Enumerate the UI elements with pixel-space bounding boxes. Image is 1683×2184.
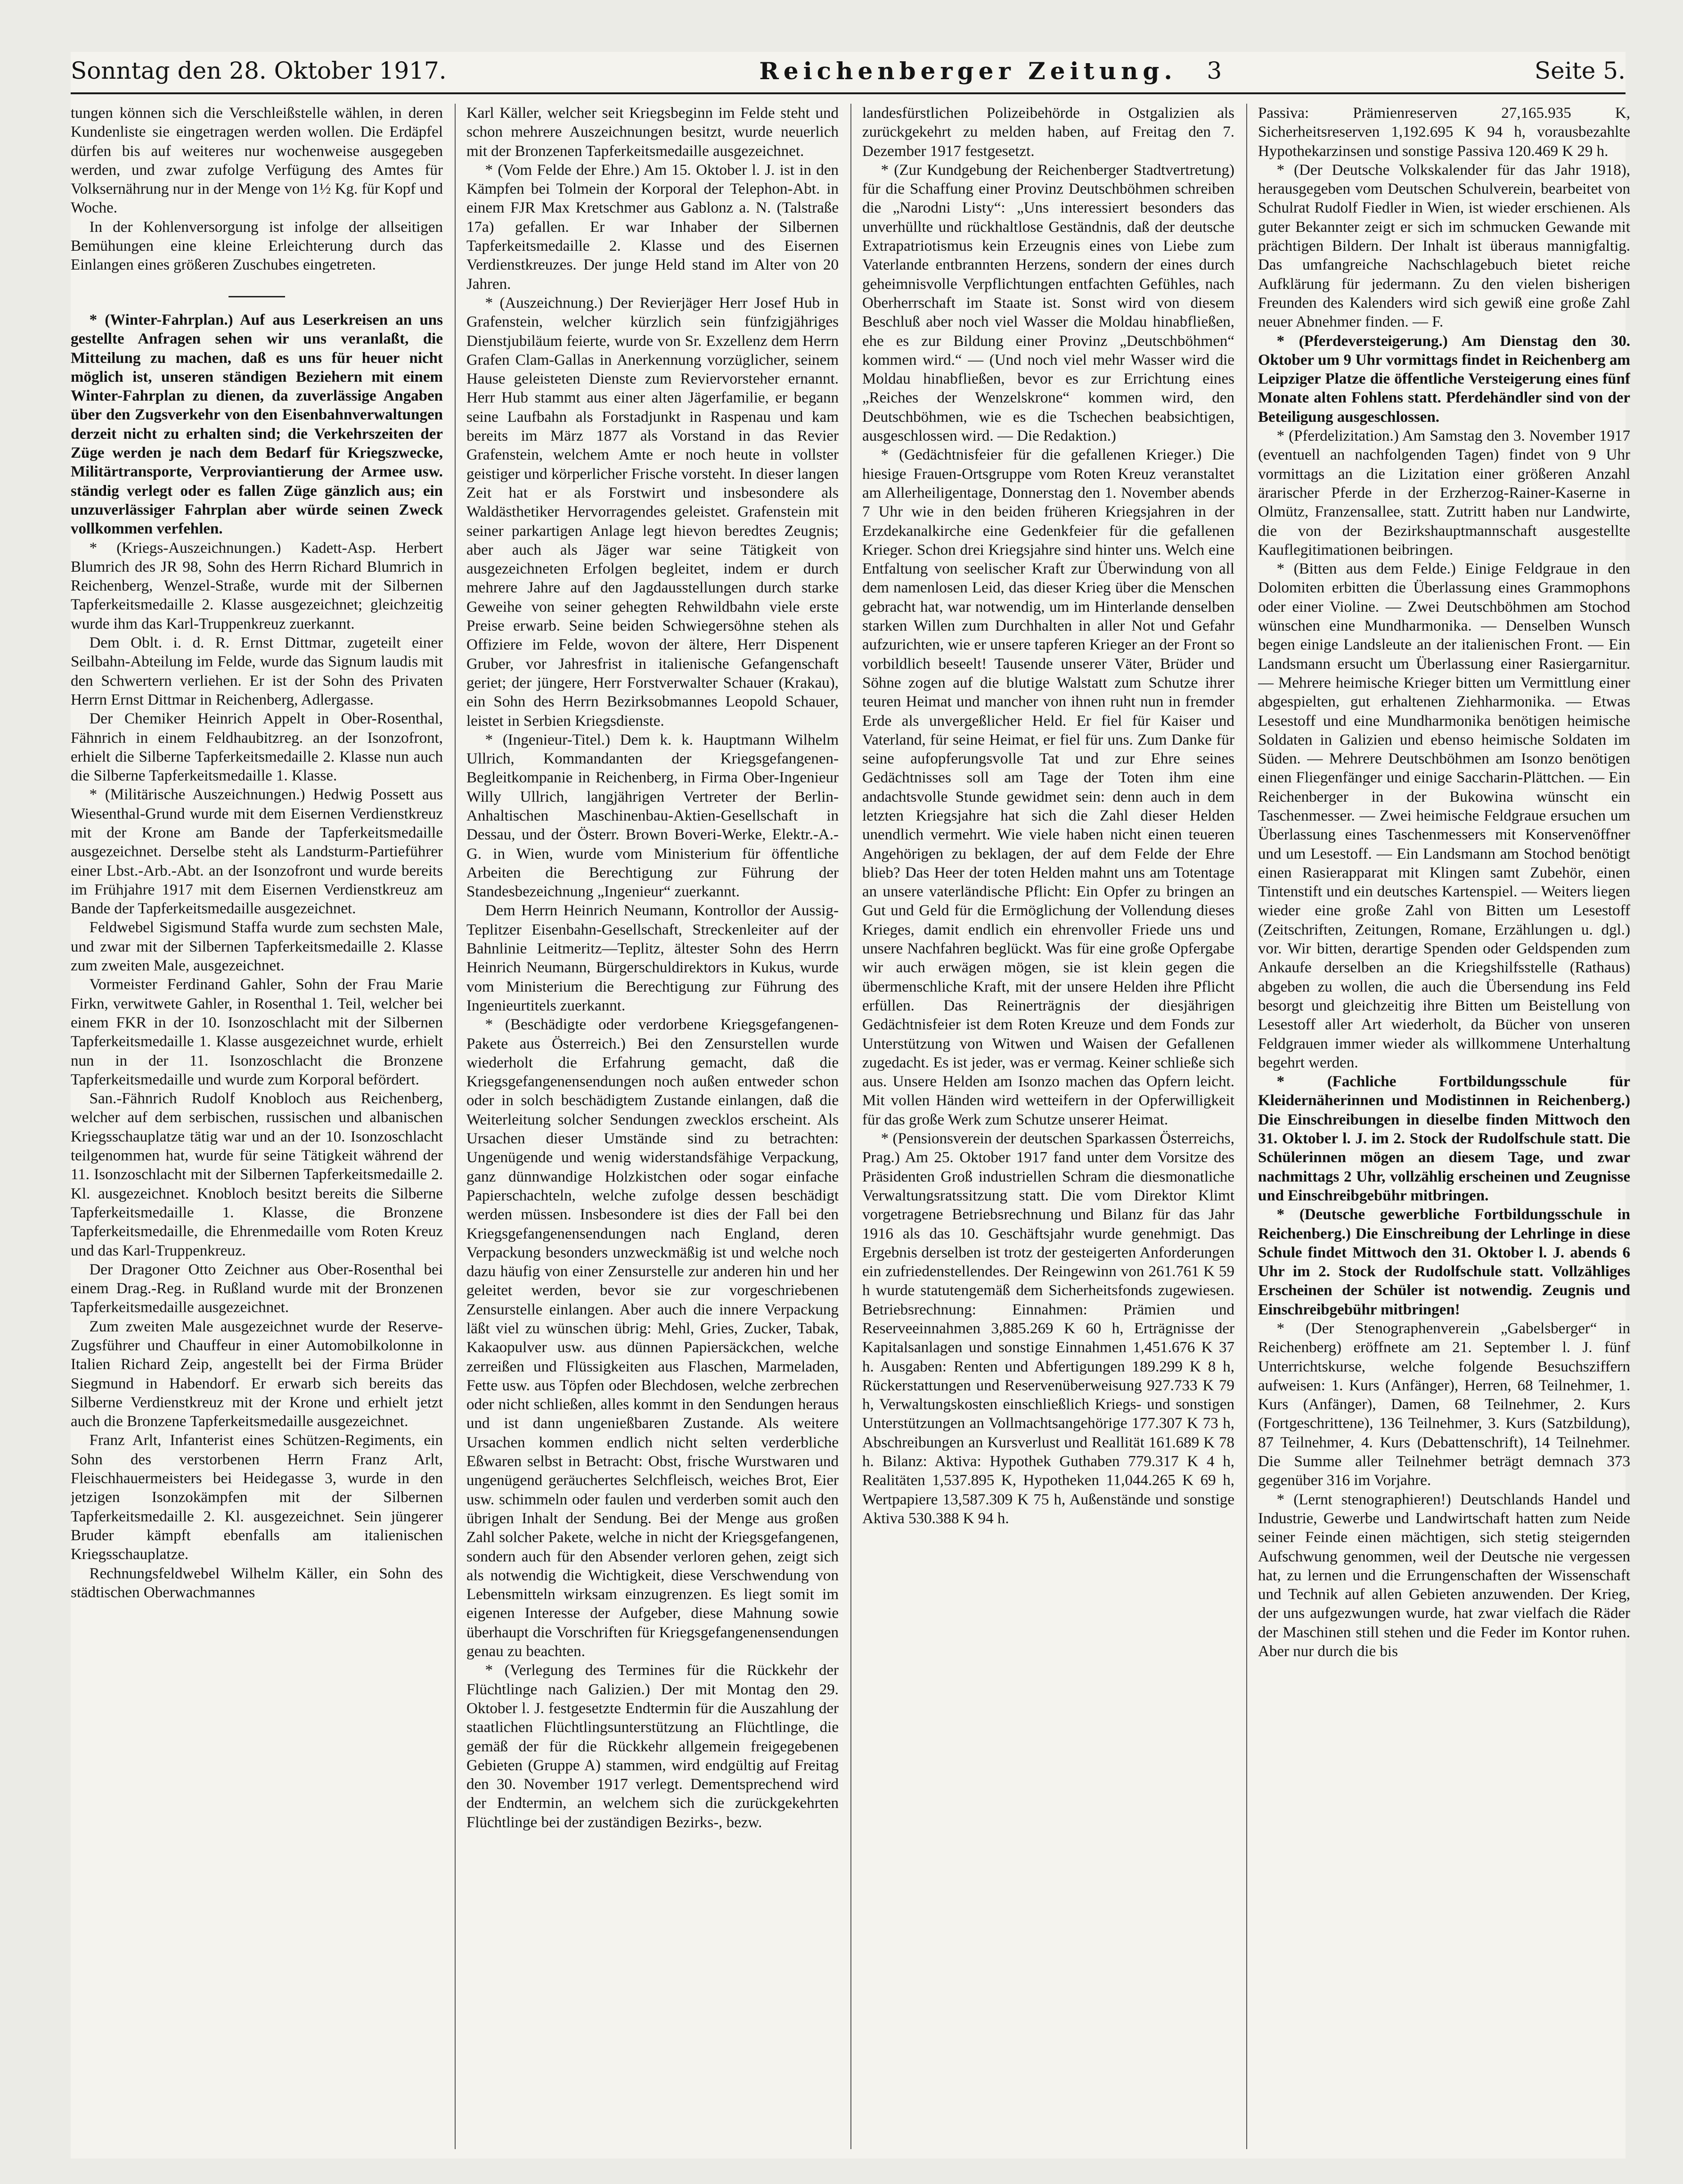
column-3	[862, 104, 1234, 2149]
article-paragraph: * (Gedächtnisfeier für die gefallenen Krieger.) Die hiesige Frauen-Ortsgruppe vom Roten Kreuz veranstaltet am Allerheiligentage, Donnerstag den 1. November abends 7 Uhr wie in den beiden früheren Kriegsjahren in der Erzdekanalkirche eine Gedenkfeier für die gefallenen Krieger. Schon drei Kriegsjahre sind hinter uns. Welch eine Entfaltung von seelischer Kraft zur Überwindung von all dem namenlosen Leid, das dieser Krieg über die Menschen gebracht hat, war notwendig, um im Hinterlande denselben starken Willen zum Durchhalten in aller Not und Gefahr aufzurichten, wie er unsere tapferen Krieger an der Front so vorbildlich beseelt! Tausende unserer Väter, Brüder und Söhne zogen auf die blutige Walstatt zum Schutze ihrer teuren Heimat und mancher von ihnen ruht nun in fremder Erde als unvergeßlicher Held. Er fiel für Kaiser und Vaterland, für seine Heimat, er fiel für uns. Zum Danke für seine aufopferungsvolle Tat und zur Ehre seines Gedächtnisses soll am Tage der Toten ihm eine andachtsvolle Stunde gewidmet sein: denn auch in dem letzten Kriegsjahre hat sich die Zahl dieser Helden unendlich vermehrt. Wie viele haben nicht einen teueren Angehörigen zu beklagen, der auf dem Felde der Ehre blieb? Das Heer der toten Helden mahnt uns am Totentage an unsere vaterländische Pflicht: Ein Opfer zu bringen an Gut und Geld für die Ermöglichung der Vollendung dieses Krieges, damit endlich ein ehrenvoller Friede uns und unsere Nachfahren beglückt. Was für eine große Opfergabe wir auch erwägen mögen, sie ist klein gegen die übermenschliche Kraft, mit der unsere Helden ihre Pflicht erfüllen. Das Reinerträgnis der diesjährigen Gedächtnisfeier ist dem Roten Kreuze und dem Fonds zur Unterstützung von Witwen und Waisen der Gefallenen zugedacht. Es ist jeder, was er vermag. Keiner schließe sich aus. Unsere Helden am Isonzo machen das Opfern leicht. Mit vollen Händen wird wetteifern in der Opferwilligkeit für das große Werk zum Schutze unserer Heimat.	[862, 446, 1234, 1128]
header-rule	[71, 92, 1626, 94]
article-paragraph: * (Der Stenographenverein „Gabelsberger“ in Reichenberg) eröffnete am 21. September l. J. fünf Unterrichtskurse, welche folgende Besuchsziffern aufweisen: 1. Kurs (Anfänger), Herren, 68 Teilnehmer, 1. Kurs (Anfänger), Damen, 68 Teilnehmer, 2. Kurs (Fortgeschrittene), 136 Teilnehmer, 3. Kurs (Satzbildung), 87 Teilnehmer, 4. Kurs (Debattenschrift), 14 Teilnehmer. Die Summe aller Teilnehmer beträgt demnach 373 gegenüber 316 im Vorjahre.	[1258, 1320, 1630, 1489]
article-paragraph: Rechnungsfeldwebel Wilhelm Käller, ein Sohn des städtischen Oberwachmannes	[71, 1565, 443, 1601]
newspaper-title: Reichenberger Zeitung.	[759, 57, 1177, 85]
page-header	[71, 52, 1626, 90]
article-columns	[71, 104, 1630, 2149]
article-paragraph: * (Pensionsverein der deutschen Sparkassen Österreichs, Prag.) Am 25. Oktober 1917 fand unter dem Vorsitze des Präsidenten Groß industriellen Schram die diesmonatliche Verwaltungsratssitzung statt. Die vom Direktor Klimt vorgetragene Betriebsrechnung und Bilanz für das Jahr 1916 als das 10. Geschäftsjahr wurde genehmigt. Das Ergebnis derselben ist trotz der gesteigerten Anforderungen ein zufriedenstellendes. Der Reingewinn von 261.761 K 59 h wurde statutengemäß dem Sicherheitsfonds zugewiesen. Betriebsrechnung: Einnahmen: Prämien und Reserveeinnahmen 3,885.269 K 60 h, Erträgnisse der Kapitalsanlagen und sonstige Einnahmen 1,451.676 K 37 h. Ausgaben: Renten und Abfertigungen 189.299 K 8 h, Rückerstattungen und Reservenüberweisung 927.733 K 79 h, Verwaltungskosten einschließlich Kriegs- und sonstigen Unterstützungen an Vollmachtsangehörige 177.307 K 73 h, Abschreibungen an Kursverlust und Reallität 161.689 K 78 h. Bilanz: Aktiva: Hypothek Guthaben 779.317 K 4 h, Realitäten 1,537.895 K, Hypotheken 11,044.265 K 69 h, Wertpapiere 13,587.309 K 75 h, Außenstände und sonstige Aktiva 530.388 K 94 h.	[862, 1130, 1234, 1527]
article-paragraph: Franz Arlt, Infanterist eines Schützen-Regiments, ein Sohn des verstorbenen Herrn Franz Arlt, Fleischhauermeisters bei Heidegasse 3, wurde in den jetzigen Isonzokämpfen mit der Silbernen Tapferkeitsmedaille 2. Kl. ausgezeichnet. Sein jüngerer Bruder kämpft ebenfalls am italienischen Kriegsschauplatze.	[71, 1432, 443, 1563]
article-paragraph: * (Ingenieur-Titel.) Dem k. k. Hauptmann Wilhelm Ullrich, Kommandanten der Kriegsgefangenen-Begleitkompanie in Reichenberg, in Firma Ober-Ingenieur Willy Ullrich, langjährigen Vertreter der Berlin-Anhaltischen Maschinenbau-Aktien-Gesellschaft in Dessau, und der Österr. Brown Boveri-Werke, Elektr.-A.-G. in Wien, wurde vom Ministerium für öffentliche Arbeiten die Berechtigung zur Führung der Standesbezeichnung „Ingenieur“ zuerkannt.	[466, 731, 839, 901]
section-separator	[71, 283, 443, 302]
article-paragraph: * (Der Deutsche Volkskalender für das Jahr 1918), herausgegeben vom Deutschen Schulverein, bearbeitet von Schulrat Rudolf Fiedler in Wien, ist wieder erschienen. Als guter Bekannter zeigt er sich im schmucken Gewande mit prächtigen Bildern. Der Inhalt ist überaus mannigfaltig. Das umfangreiche Nachschlagebuch bietet reiche Aufklärung für jedermann. Zu den vielen bisherigen Freunden des Kalenders wird sich gewiß eine große Zahl neuer Abnehmer finden. — F.	[1258, 161, 1630, 331]
article-paragraph: * (Verlegung des Termines für die Rückkehr der Flüchtlinge nach Galizien.) Der mit Montag den 29. Oktober l. J. festgesetzte Endtermin für die Auszahlung der staatlichen Flüchtlingsunterstützung an Flüchtlinge, die gemäß der für die Rückkehr allgemein freigegebenen Gebieten (Gruppe A) stammen, wird endgültig auf Freitag den 30. November 1917 verlegt. Dementsprechend wird der Endtermin, an welchem sich die zurückgekehrten Flüchtlinge bei der zuständigen Bezirks-, bezw.	[466, 1662, 839, 1831]
article-paragraph: Zum zweiten Male ausgezeichnet wurde der Reserve-Zugsführer und Chauffeur in einer Automobilkolonne in Italien Richard Zeip, angestellt bei der Firma Brüder Siegmund in Habendorf. Er erwarb sich bereits das Silberne Verdienstkreuz mit der Krone und erhielt jetzt auch die Bronzene Tapferkeitsmedaille ausgezeichnet.	[71, 1318, 443, 1430]
column-4	[1258, 104, 1630, 2149]
article-paragraph: tungen können sich die Verschleißstelle wählen, in deren Kundenliste sie eingetragen werden wollen. Die Erdäpfel dürfen bis auf weiteres nur wochenweise ausgegeben werden, und zwar zufolge Verfügung des Amtes für Volksernährung nur in der Menge von 1½ Kg. für Kopf und Woche.	[71, 105, 443, 217]
article-paragraph: * (Militärische Auszeichnungen.) Hedwig Possett aus Wiesenthal-Grund wurde mit dem Eisernen Verdienstkreuz mit der Krone am Bande der Tapferkeitsmedaille ausgezeichnet. Derselbe steht als Landsturm-Partieführer einer Lbst.-Arb.-Abt. an der Isonzofront und wurde bereits im Frühjahre 1917 mit dem Eisernen Verdienstkreuz am Bande der Tapferkeitsmedaille ausgezeichnet.	[71, 786, 443, 918]
article-paragraph: * (Fachliche Fortbildungsschule für Kleidernäherinnen und Modistinnen in Reichenberg.) Die Einschreibungen in dieselbe finden Mittwoch den 31. Oktober l. J. im 2. Stock der Rudolfschule statt. Die Schülerinnen mögen an diesem Tage, und zwar nachmittags 2 Uhr, vollzählig erscheinen und Zeugnisse und Einschreibgebühr mitbringen.	[1258, 1073, 1630, 1204]
page-number: Seite 5.	[1534, 57, 1626, 84]
article-paragraph: * (Bitten aus dem Felde.) Einige Feldgraue in den Dolomiten erbitten die Überlassung eines Grammophons oder einer Violine. — Zwei Deutschböhmen am Stochod wünschen eine Mundharmonika. — Denselben Wunsch begen einige Landsleute an der italienischen Front. — Ein Landsmann ersucht um Überlassung einer Rasiergarnitur. — Mehrere heimische Krieger bitten um Vermittlung einer abgespielten, gut erhaltenen Ziehharmonika. — Etwas Lesestoff und eine Mundharmonika benötigen heimische Soldaten in Galizien und ebenso heimische Soldaten im Süden. — Mehrere Deutschböhmen am Isonzo benötigen einen Fliegenfänger und einige Saccharin-Plättchen. — Ein Reichenberger in der Bukowina wünscht ein Taschenmesser. — Zwei heimische Feldgraue ersuchen um Überlassung eines Taschenmessers mit Konservenöffner und um Lesestoff. — Ein Landsmann am Stochod benötigt einen Rasierapparat mit Klingen samt Zubehör, einen Tintenstift und ein deutsches Kartenspiel. — Weiters liegen wieder eine große Zahl von Bitten um Lesestoff (Zeitschriften, Zeitungen, Romane, Erzählungen u. dgl.) vor. Wir bitten, derartige Spenden oder Geldspenden zum Ankaufe derselben an die Kriegshilfsstelle (Rathaus) abgeben zu wollen, die auch die Übersendung ins Feld besorgt und gleichzeitig ihre Bitten um Beistellung von Lesestoff aller Art wiederholt, da Bücher von unseren Feldgrauen immer wieder als willkommene Unterhaltung begehrt werden.	[1258, 560, 1630, 1071]
column-1	[71, 104, 443, 2149]
column-2	[466, 104, 839, 2149]
article-paragraph: * (Winter-Fahrplan.) Auf aus Leserkreisen an uns gestellte Anfragen sehen wir uns veranlaßt, die Mitteilung zu machen, daß es uns für heuer nicht möglich ist, unseren ständigen Beziehern mit einem Winter-Fahrplan zu dienen, da zuverlässige Angaben über den Zugsverkehr von den Eisenbahnverwaltungen derzeit nicht zu erhalten sind; die Verkehrszeiten der Züge werden je nach dem Bedarf für Kriegszwecke, Militärtransporte, Verproviantierung der Armee usw. ständig verlegt oder es fallen Züge gänzlich aus; ein unzuverlässiger Fahrplan aber würde seinen Zweck vollkommen verfehlen.	[71, 311, 443, 538]
article-paragraph: Feldwebel Sigismund Staffa wurde zum sechsten Male, und zwar mit der Silbernen Tapferkeitsmedaille 2. Klasse zum zweiten Male, ausgezeichnet.	[71, 919, 443, 975]
article-paragraph: Vormeister Ferdinand Gahler, Sohn der Frau Marie Firkn, verwitwete Gahler, in Rosenthal 1. Teil, welcher bei einem FKR in der 10. Isonzoschlacht mit der Silbernen Tapferkeitsmedaille 1. Klasse ausgezeichnet wurde, erhielt nun in der 11. Isonzoschlacht die Bronzene Tapferkeitsmedaille und wurde zum Korporal befördert.	[71, 976, 443, 1088]
article-paragraph: * (Beschädigte oder verdorbene Kriegsgefangenen-Pakete aus Österreich.) Bei den Zensurstellen wurde wiederholt die Erfahrung gemacht, daß die Kriegsgefangenensendungen noch außen entweder schon oder in solch beschädigtem Zustande einlangen, daß die Weiterleitung solcher Sendungen zwecklos erscheint. Als Ursachen dieser Umstände sind zu betrachten: Ungenügende und wenig widerstandsfähige Verpackung, ganz dünnwandige Holzkistchen oder sogar einfache Papierschachteln, welche zufolge dessen beschädigt werden müssen. Insbesondere ist dies der Fall bei den Kriegsgefangenensendungen nach England, deren Verpackung besonders unzweckmäßig ist und welche noch dazu häufig von einer Zensurstelle zur anderen hin und her geleitet werden, bevor sie zur vorgeschriebenen Zensurstelle einlangen. Aber auch die innere Verpackung läßt viel zu wünschen übrig: Mehl, Gries, Zucker, Tabak, Kakaopulver usw. aus dünnen Papiersäckchen, welche zerreißen und Flüssigkeiten aus Flaschen, Marmeladen, Fette usw. aus Töpfen oder Blechdosen, welche zerbrechen oder nicht schließen, alles kommt in den Sendungen heraus und ist dann ungenießbaren Zustande. Als weitere Ursachen kommen endlich nicht selten verderbliche Eßwaren selbst in Betracht: Obst, frische Wurstwaren und ungenügend geräuchertes Selchfleisch, weiches Brot, Eier usw. schimmeln oder faulen und verderben somit auch den übrigen Inhalt der Sendung. Bei der Menge aus großen Zahl solcher Pakete, welche in nicht der Kriegsgefangenen, sondern auch für den Absender verloren gehen, zeigt sich als notwendig die Wichtigkeit, diese Verschwendung von Lebensmitteln wirksam einzugrenzen. Es liegt somit im eigenen Interesse der Aufgeber, diese Mahnung sowie überhaupt die Vorschriften für Kriegsgefangenensendungen genau zu beachten.	[466, 1016, 839, 1660]
article-paragraph: * (Vom Felde der Ehre.) Am 15. Oktober l. J. ist in den Kämpfen bei Tolmein der Korporal der Telephon-Abt. in einem FJR Max Kretschmer aus Gablonz a. N. (Talstraße 17a) gefallen. Er war Inhaber der Silbernen Tapferkeitsmedaille 2. Klasse und des Eisernen Verdienstkreuzes. Der junge Held stand im Alter von 20 Jahren.	[466, 161, 839, 293]
article-paragraph: * (Deutsche gewerbliche Fortbildungsschule in Reichenberg.) Die Einschreibung der Lehrlinge in diese Schule findet Mittwoch den 31. Oktober l. J. abends 6 Uhr im 2. Stock der Rudolfschule statt. Vollzähliges Erscheinen der Schüler ist notwendig. Zeugnis und Einschreibgebühr mitbringen!	[1258, 1206, 1630, 1318]
newspaper-page	[71, 52, 1630, 2159]
article-paragraph: In der Kohlenversorgung ist infolge der allseitigen Bemühungen eine kleine Erleichterung durch das Einlangen eines größeren Zuschubes eingetreten.	[71, 218, 443, 274]
edition-mark: 3	[1207, 57, 1222, 84]
article-paragraph: Dem Herrn Heinrich Neumann, Kontrollor der Aussig-Teplitzer Eisenbahn-Gesellschaft, Streckenleiter auf der Bahnlinie Leitmeritz—Teplitz, ältester Sohn des Herrn Heinrich Neumann, Bürgerschuldirektors in Kukus, wurde vom Ministerium die Berechtigung zur Führung des Ingenieurtitels zuerkannt.	[466, 902, 839, 1014]
article-paragraph: Der Chemiker Heinrich Appelt in Ober-Rosenthal, Fähnrich in einem Feldhaubitzreg. an der Isonzofront, erhielt die Silberne Tapferkeitsmedaille 2. Klasse nun auch die Silberne Tapferkeitsmedaille 1. Klasse.	[71, 710, 443, 785]
article-paragraph: * (Lernt stenographieren!) Deutschlands Handel und Industrie, Gewerbe und Landwirtschaft hatten zum Neide seiner Feinde einen mächtigen, sich stetig steigernden Aufschwung genommen, weil der Deutsche nie vergessen hat, zu lernen und die Errungenschaften der Wissenschaft und Technik auf allen Gebieten anzuwenden. Der Krieg, der uns aufgezwungen wurde, hat zwar vielfach die Räder der Maschinen still stehen und die Feder im Kontor ruhen. Aber nur durch die bis	[1258, 1491, 1630, 1660]
article-paragraph: San.-Fähnrich Rudolf Knobloch aus Reichenberg, welcher auf dem serbischen, russischen und albanischen Kriegsschauplatze tätig war und an der 10. Isonzoschlacht teilgenommen hat, wurde für seine Tätigkeit während der 11. Isonzoschlacht mit der Silbernen Tapferkeitsmedaille 2. Kl. ausgezeichnet. Knobloch besitzt bereits die Silberne Tapferkeitsmedaille 1. Klasse, die Bronzene Tapferkeitsmedaille, die Ehrenmedaille vom Roten Kreuz und das Karl-Truppenkreuz.	[71, 1090, 443, 1259]
article-paragraph: * (Kriegs-Auszeichnungen.) Kadett-Asp. Herbert Blumrich des JR 98, Sohn des Herrn Richard Blumrich in Reichenberg, Wenzel-Straße, wurde mit der Silbernen Tapferkeitsmedaille 2. Klasse ausgezeichnet; gleichzeitig wurde ihm das Karl-Truppenkreuz zuerkannt.	[71, 539, 443, 632]
header-date: Sonntag den 28. Oktober 1917.	[71, 57, 447, 84]
article-paragraph: Karl Käller, welcher seit Kriegsbeginn im Felde steht und schon mehrere Auszeichnungen besitzt, wurde neuerlich mit der Bronzenen Tapferkeitsmedaille ausgezeichnet.	[466, 105, 839, 160]
article-paragraph: Dem Oblt. i. d. R. Ernst Dittmar, zugeteilt einer Seilbahn-Abteilung im Felde, wurde das Signum laudis mit den Schwertern verliehen. Er ist der Sohn des Privaten Herrn Ernst Dittmar in Reichenberg, Adlergasse.	[71, 634, 443, 708]
article-paragraph: * (Auszeichnung.) Der Revierjäger Herr Josef Hub in Grafenstein, welcher kürzlich sein fünfzigjähriges Dienstjubiläum feierte, wurde von Sr. Exzellenz dem Herrn Grafen Clam-Gallas in Anerkennung vorzüglicher, seinem Hause geleisteten Dienste zum Reviervorsteher ernannt. Herr Hub stammt aus einer alten Jägerfamilie, er begann seine Laufbahn als Forstadjunkt in Raspenau und kam bereits im März 1877 als Vorstand in das Revier Grafenstein, welchem Amte er noch heute in vollster geistiger und körperlicher Frische vorsteht. In dieser langen Zeit hat er als Forstwirt und insbesondere als Waldästhetiker Hervorragendes geleistet. Grafenstein mit seiner parkartigen Anlage legt hievon beredtes Zeugnis; aber auch als Jäger war seine Tätigkeit von ausgezeichneten Erfolgen begleitet, indem er durch mehrere Jahre auf den Jagdausstellungen durch starke Geweihe von seiner gehegten Rehwildbahn viele erste Preise erwarb. Seine beiden Schwiegersöhne stehen als Offiziere im Felde, wovon der ältere, Herr Dispenent Gruber, vor Jahresfrist in italienische Gefangenschaft geriet; der jüngere, Herr Forstverwalter Schauer (Krakau), ein Sohn des Herrn Bezirksobmannes Leopold Schauer, leistet in Serbien Kriegsdienste.	[466, 294, 839, 730]
article-paragraph: landesfürstlichen Polizeibehörde in Ostgalizien als zurückgekehrt zu melden haben, auf Freitag den 7. Dezember 1917 festgesetzt.	[862, 105, 1234, 160]
article-paragraph: Der Dragoner Otto Zeichner aus Ober-Rosenthal bei einem Drag.-Reg. in Rußland wurde mit der Bronzenen Tapferkeitsmedaille ausgezeichnet.	[71, 1261, 443, 1316]
article-paragraph: Passiva: Prämienreserven 27,165.935 K, Sicherheitsreserven 1,192.695 K 94 h, vorausbezahlte Hypothekarzinsen und sonstige Passiva 120.469 K 29 h.	[1258, 105, 1630, 160]
article-paragraph: * (Zur Kundgebung der Reichenberger Stadtvertretung) für die Schaffung einer Provinz Deutschböhmen schreiben die „Narodni Listy“: „Uns interessiert besonders das unverhüllte und rückhaltlose Geständnis, daß der deutsche Extrapatriotismus kein Erzeugnis eines von Liebe zum Vaterlande entbrannten Herzens, sondern der eines durch geheimnisvolle Verpflichtungen entfachten Gefühles, nach Oberherrschaft im Staate ist. Sonst wird von diesem Beschluß aber noch viel Wasser die Moldau hinabfließen, ehe es zur Bildung einer Provinz „Deutschböhmen“ kommen wird.“ — (Und noch viel mehr Wasser wird die Moldau hinabfließen, bevor es zur Errichtung eines „Reiches der Wenzelskrone“ kommen wird, den Deutschböhmen, wie es die Tschechen beabsichtigen, ausgeschlossen wird. — Die Redaktion.)	[862, 161, 1234, 445]
article-paragraph: * (Pferdelizitation.) Am Samstag den 3. November 1917 (eventuell an nachfolgenden Tagen) findet von 9 Uhr vormittags an die Lizitation einer größeren Anzahl ärarischer Pferde in der Erzherzog-Rainer-Kaserne in Olmütz, Franzensallee, statt. Zutritt haben nur Landwirte, die von der Bezirkshauptmannschaft ausgestellte Kauflegitimationen beibringen.	[1258, 427, 1630, 558]
article-paragraph: * (Pferdeversteigerung.) Am Dienstag den 30. Oktober um 9 Uhr vormittags findet in Reichenberg am Leipziger Platze die öffentliche Versteigerung eines fünf Monate alten Fohlens statt. Pferdehändler sind von der Beteiligung ausgeschlossen.	[1258, 332, 1630, 426]
